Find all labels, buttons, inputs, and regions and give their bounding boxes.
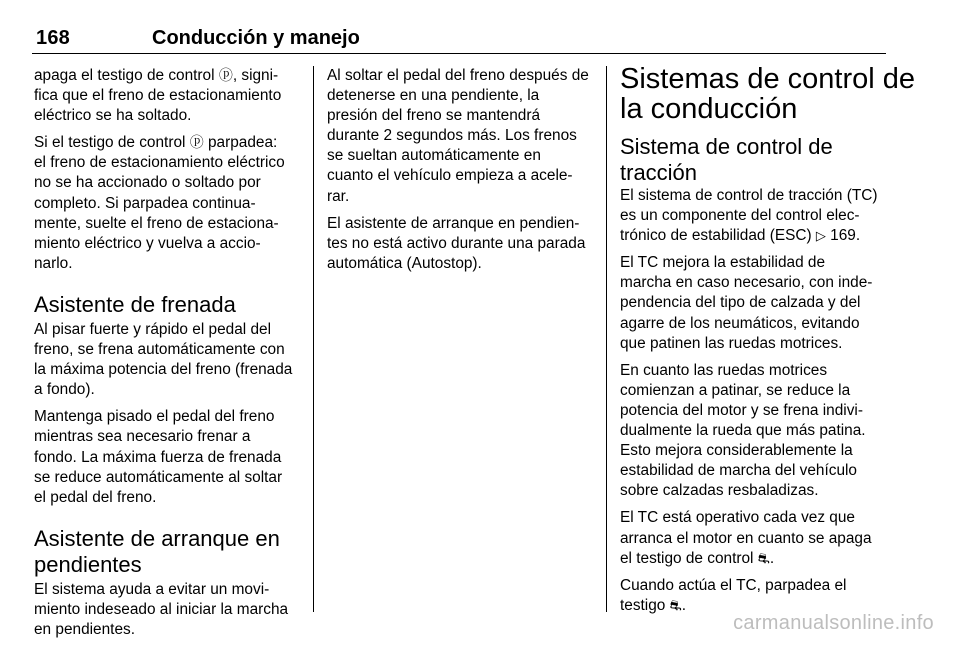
paragraph: Si el testigo de control ⓟ parpadea: el freno de estacionamiento eléctrico no se ha accionado o soltado por completo. Si parpadea continua- mente, suelte el freno de estaciona- miento eléctrico y vuelva a accio- narlo. xyxy=(34,134,285,272)
paragraph: apaga el testigo de control ⓟ, signi- fica que el freno de estacionamiento eléctrico se ha soltado. xyxy=(34,67,282,125)
paragraph: El sistema ayuda a evitar un movi- miento indeseado al iniciar la marcha en pendientes. xyxy=(34,580,289,638)
heading-hill-start-assist: Asistente de arranque en pendientes xyxy=(34,525,280,577)
chapter-title: Conducción y manejo xyxy=(152,27,360,49)
column-3 xyxy=(620,63,915,623)
column-1 xyxy=(34,66,304,647)
paragraph: El sistema de control de tracción (TC) es un componente del control elec- trónico de estabilidad (ESC) ▷ 169. xyxy=(620,186,892,246)
traction-control-icon: ⛐ xyxy=(757,549,770,566)
watermark: carmanualsonline.info xyxy=(733,612,934,634)
paragraph: Al soltar el pedal del freno después de detenerse en una pendiente, la presión del freno se mantendrá durante 2 segundos más. Los frenos se sueltan automáticamente en cuanto el vehículo empieza a acele- rar. xyxy=(327,67,589,205)
heading-brake-assist: Asistente de frenada xyxy=(34,291,236,317)
traction-control-icon: ⛐ xyxy=(669,596,682,613)
heading-driving-control-systems: Sistemas de control de la conducción xyxy=(620,63,915,125)
paragraph: El TC mejora la estabilidad de marcha en caso necesario, con inde- pendencia del tipo de calzada y del agarre de los neumáticos, evitando que patinen las ruedas motrices. xyxy=(620,254,873,352)
page-reference-link[interactable]: 169. xyxy=(825,227,861,245)
paragraph: El TC está operativo cada vez que arranca el motor en cuanto se apaga el testigo de control ⛐. xyxy=(620,509,872,567)
heading-traction-control: Sistema de control de tracción xyxy=(620,134,833,185)
paragraph: Cuando actúa el TC, parpadea el testigo ⛐. xyxy=(620,576,847,614)
column-2 xyxy=(327,66,597,281)
parking-brake-warning-icon: ⓟ xyxy=(218,67,233,83)
column-divider xyxy=(606,66,607,612)
page-reference-arrow-icon[interactable]: ▷ xyxy=(815,228,826,244)
page-header xyxy=(32,27,886,54)
paragraph: Mantenga pisado el pedal del freno mientras sea necesario frenar a fondo. La máxima fuerza de frenada se reduce automáticamente al soltar el pedal del freno. xyxy=(34,408,283,506)
paragraph: Al pisar fuerte y rápido el pedal del freno, se frena automáticamente con la máxima potencia del freno (frenada a fondo). xyxy=(34,320,293,399)
page-number: 168 xyxy=(36,27,70,49)
paragraph: El asistente de arranque en pendien- tes no está activo durante una parada automática (Autostop). xyxy=(327,214,586,272)
paragraph: En cuanto las ruedas motrices comienzan a patinar, se reduce la potencia del motor y se frena indivi- dualmente la rueda que más patina. Esto mejora considerablemente la estabilidad de marcha del vehículo sobre calzadas resbaladizas. xyxy=(620,361,866,500)
parking-brake-warning-icon: ⓟ xyxy=(189,134,204,151)
column-divider xyxy=(313,66,314,612)
